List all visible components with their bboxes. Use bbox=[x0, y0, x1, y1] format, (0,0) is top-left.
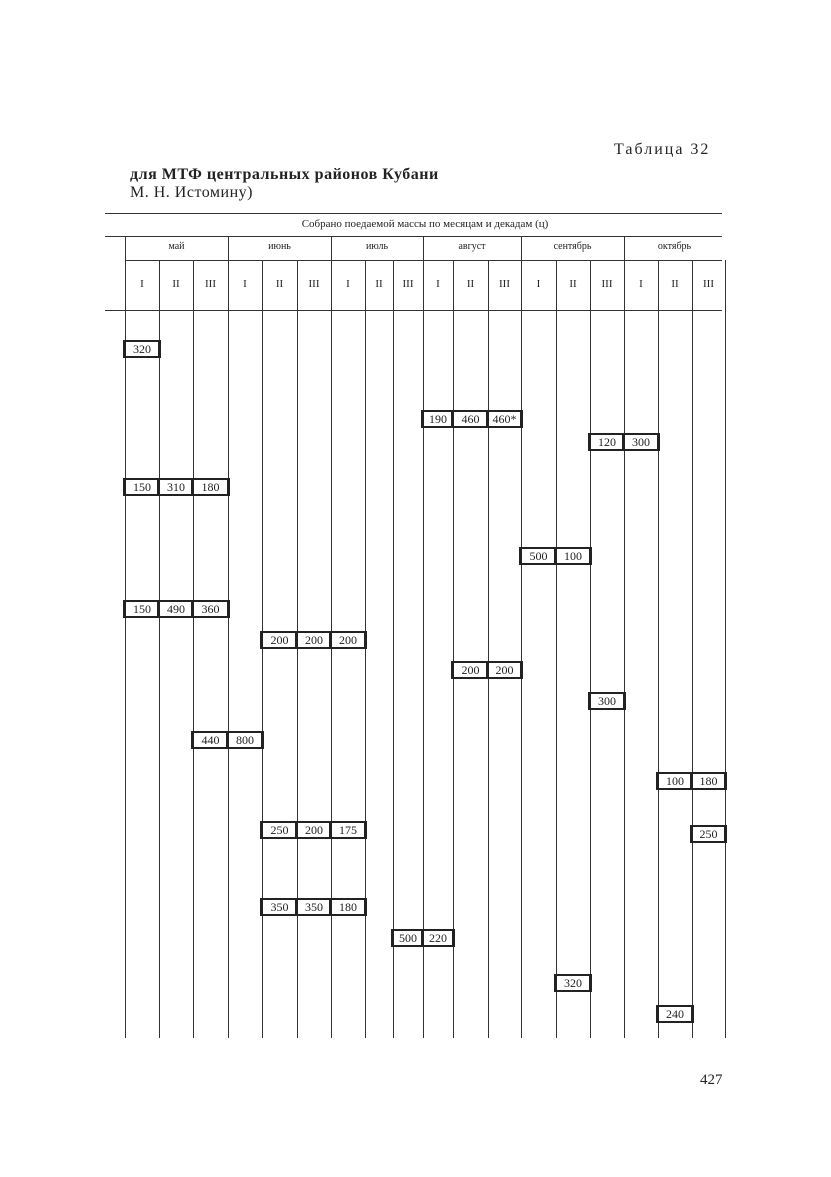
data-cell: 200 bbox=[260, 631, 299, 649]
month-divider bbox=[521, 236, 522, 260]
data-cell: 100 bbox=[554, 547, 592, 565]
data-cell: 150 bbox=[123, 478, 161, 496]
data-cell: 200 bbox=[295, 631, 333, 649]
data-cell: 350 bbox=[260, 898, 299, 916]
data-cell: 310 bbox=[157, 478, 195, 496]
column-line bbox=[590, 260, 591, 1038]
column-line bbox=[423, 260, 424, 1038]
column-line bbox=[228, 260, 229, 1038]
month-header: сентябрь bbox=[553, 241, 592, 252]
data-cell: 200 bbox=[329, 631, 367, 649]
month-divider bbox=[228, 236, 229, 260]
column-line bbox=[624, 260, 625, 1038]
decade-header: III bbox=[308, 278, 320, 290]
column-line bbox=[297, 260, 298, 1038]
data-cell: 460* bbox=[486, 410, 523, 428]
decade-header: I bbox=[536, 278, 541, 290]
data-cell: 320 bbox=[123, 340, 161, 358]
header-bottom-rule bbox=[105, 310, 722, 311]
column-line bbox=[193, 260, 194, 1038]
decade-header: III bbox=[205, 278, 216, 290]
data-cell: 460 bbox=[451, 410, 490, 428]
decade-header: I bbox=[346, 278, 350, 290]
decade-header: III bbox=[402, 278, 414, 290]
data-cell: 500 bbox=[391, 929, 425, 947]
data-cell: 300 bbox=[588, 692, 626, 710]
column-group-title: Собрано поедаемой массы по месяцам и декадам (ц) bbox=[301, 218, 549, 230]
decade-header: I bbox=[243, 278, 247, 290]
month-header: июль bbox=[365, 241, 389, 252]
data-cell: 220 bbox=[421, 929, 455, 947]
data-cell: 200 bbox=[451, 661, 490, 679]
decade-header: I bbox=[436, 278, 440, 290]
decade-header: II bbox=[172, 278, 180, 290]
data-cell: 440 bbox=[191, 731, 230, 749]
decade-header: III bbox=[703, 278, 714, 290]
column-line bbox=[393, 260, 394, 1038]
table-subtitle: М. Н. Истомину) bbox=[130, 184, 253, 201]
data-cell: 180 bbox=[329, 898, 367, 916]
data-cell: 200 bbox=[486, 661, 523, 679]
data-cell: 120 bbox=[588, 433, 626, 451]
decade-header: II bbox=[275, 278, 284, 290]
month-header: июнь bbox=[268, 241, 291, 252]
column-line bbox=[365, 260, 366, 1038]
group-header-rule bbox=[105, 236, 722, 237]
column-line bbox=[725, 260, 726, 1038]
table-title: для МТФ центральных районов Кубани bbox=[130, 166, 439, 183]
month-divider bbox=[331, 236, 332, 260]
column-line bbox=[159, 260, 160, 1038]
decade-header: III bbox=[601, 278, 613, 290]
decade-header: I bbox=[639, 278, 643, 290]
data-cell: 175 bbox=[329, 821, 367, 839]
column-line bbox=[692, 260, 693, 1038]
data-cell: 180 bbox=[191, 478, 230, 496]
table-top-rule bbox=[105, 213, 722, 214]
column-line bbox=[262, 260, 263, 1038]
column-line bbox=[556, 260, 557, 1038]
decade-header: II bbox=[671, 278, 679, 290]
column-line bbox=[521, 260, 522, 1038]
column-line bbox=[331, 260, 332, 1038]
column-line bbox=[488, 260, 489, 1038]
data-cell: 150 bbox=[123, 600, 161, 618]
data-cell: 350 bbox=[295, 898, 333, 916]
month-divider bbox=[624, 236, 625, 260]
data-cell: 100 bbox=[656, 772, 694, 790]
data-cell: 300 bbox=[622, 433, 660, 451]
data-cell: 800 bbox=[226, 731, 264, 749]
column-line bbox=[658, 260, 659, 1038]
data-cell: 190 bbox=[421, 410, 455, 428]
data-cell: 320 bbox=[554, 974, 592, 992]
data-cell: 200 bbox=[295, 821, 333, 839]
decade-header: II bbox=[569, 278, 577, 290]
data-cell: 490 bbox=[157, 600, 195, 618]
data-cell: 360 bbox=[191, 600, 230, 618]
data-cell: 500 bbox=[519, 547, 558, 565]
table-caption: Таблица 32 bbox=[614, 141, 711, 158]
data-cell: 250 bbox=[260, 821, 299, 839]
data-cell: 240 bbox=[656, 1005, 694, 1023]
month-divider bbox=[423, 236, 424, 260]
decade-header: II bbox=[466, 278, 475, 290]
decade-header: III bbox=[499, 278, 510, 290]
month-header: май bbox=[168, 241, 185, 252]
column-line bbox=[453, 260, 454, 1038]
data-cell: 250 bbox=[690, 825, 727, 843]
month-header: октябрь bbox=[657, 241, 692, 252]
decade-header: I bbox=[140, 278, 144, 290]
decade-header: II bbox=[375, 278, 383, 290]
page-number: 427 bbox=[700, 1072, 723, 1088]
data-cell: 180 bbox=[690, 772, 727, 790]
month-header: август bbox=[458, 241, 486, 252]
